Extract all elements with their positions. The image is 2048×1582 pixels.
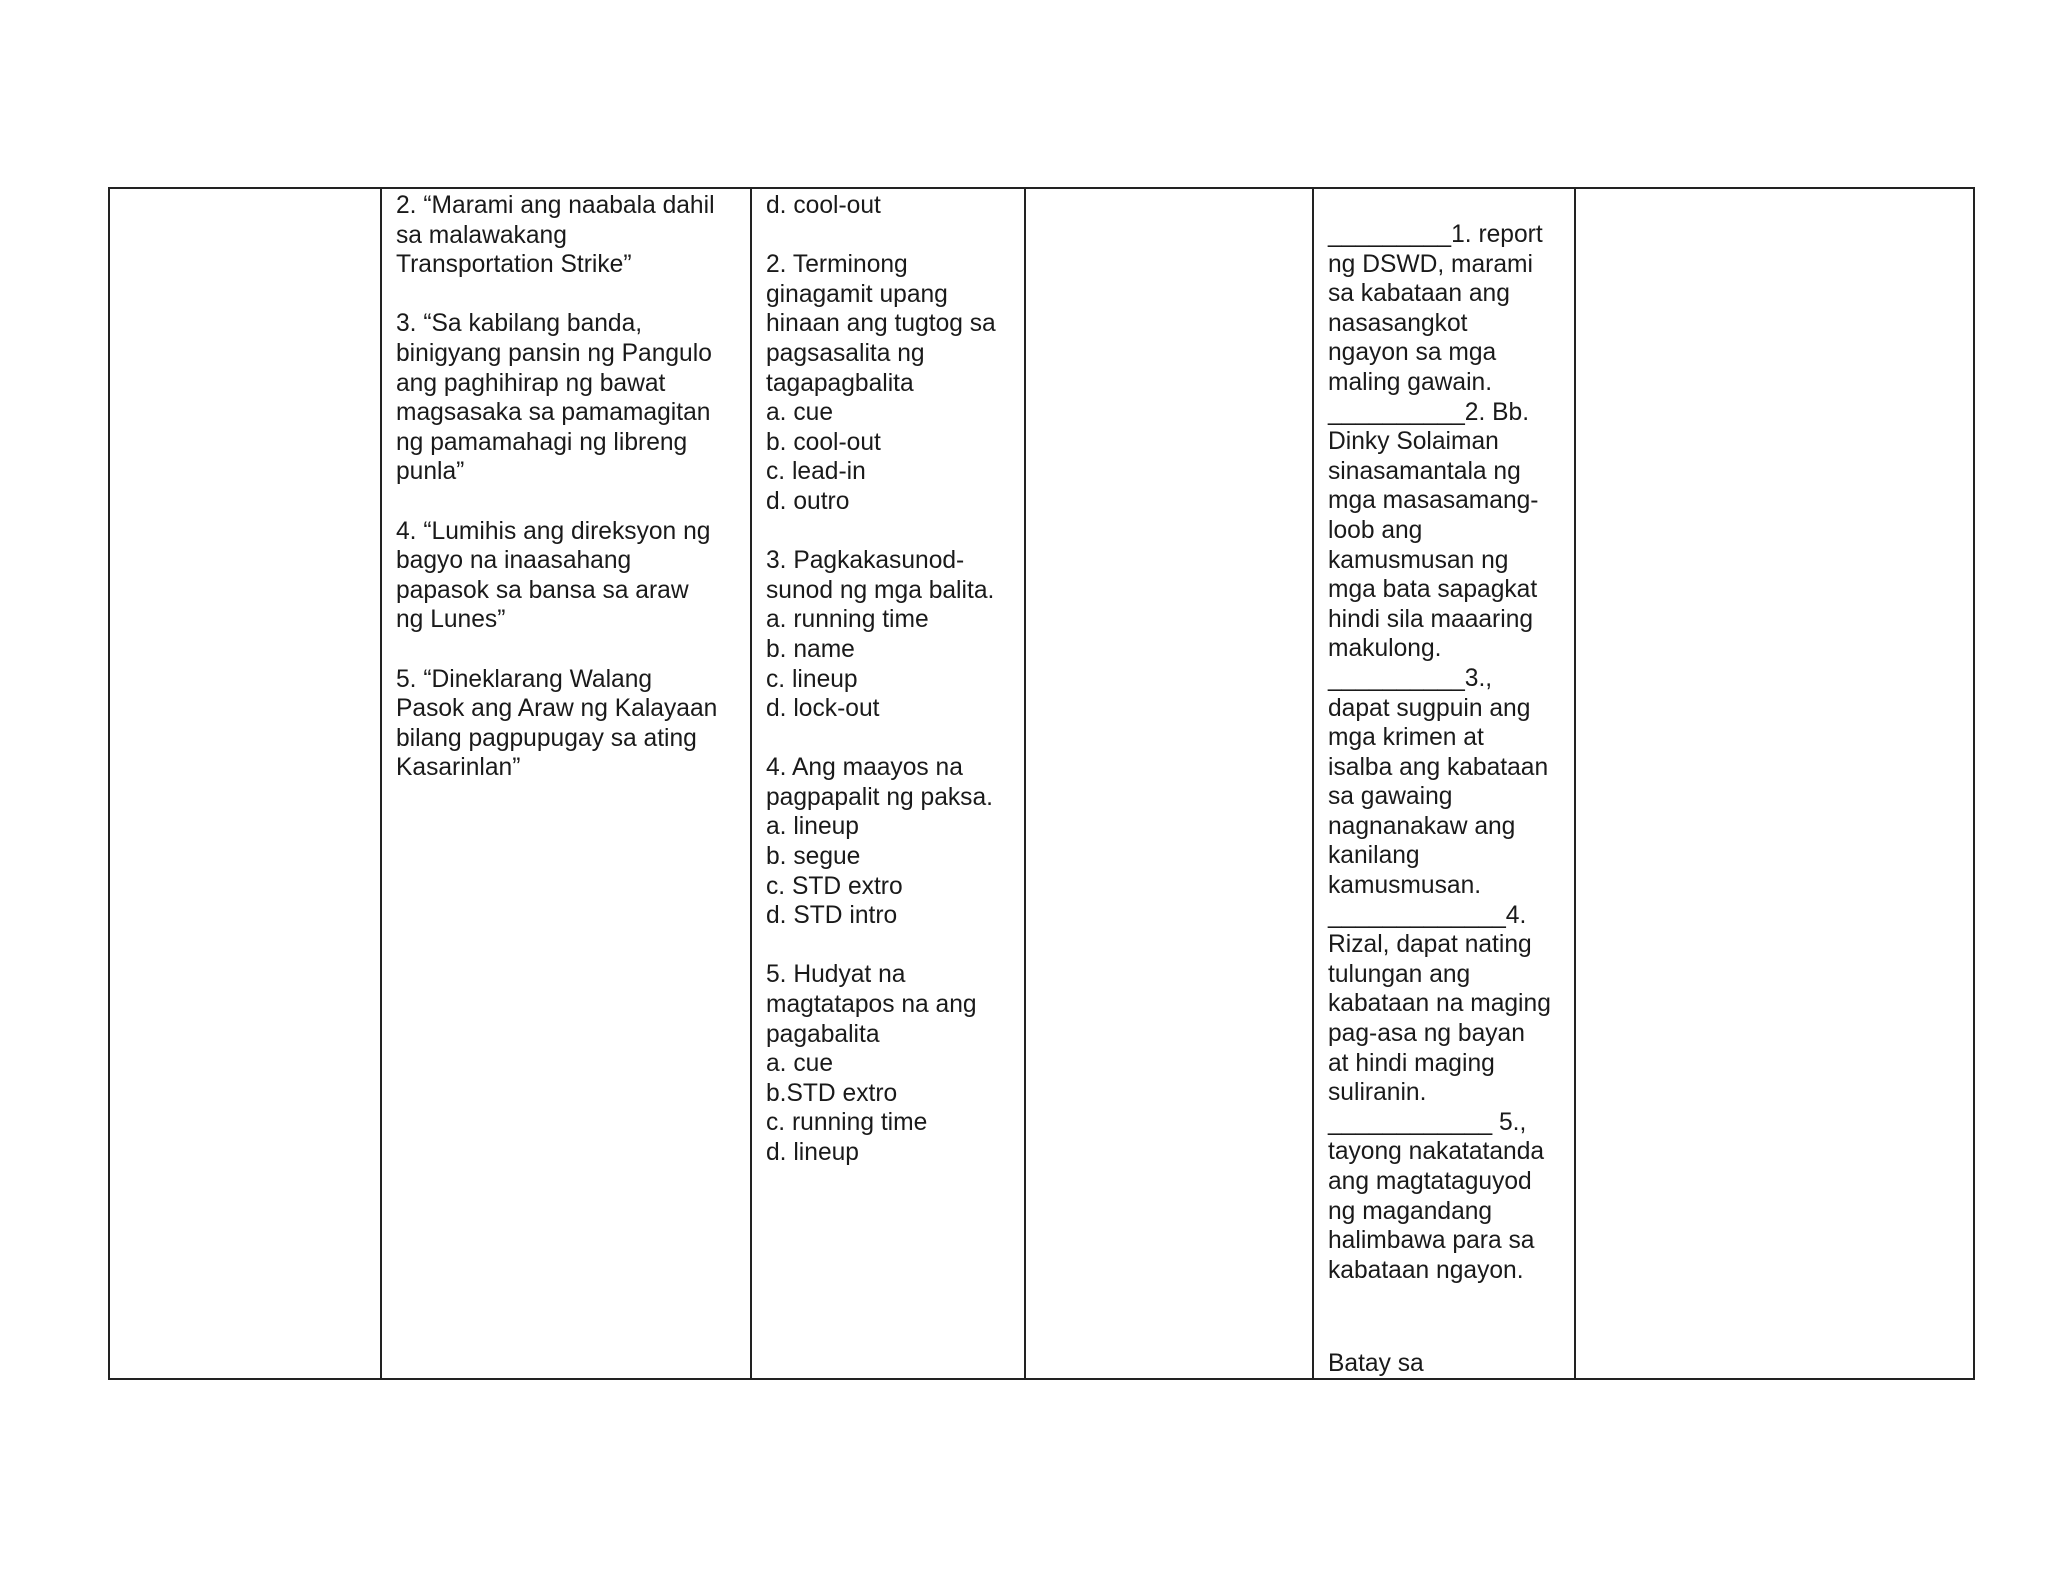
table-cell-headlines [382,189,752,1378]
quiz-question-2: 2. Terminong ginagamit upang hinaan ang tugtog sa pagsasalita ng tagapagbalita a. cue b. cool-out c. lead-in d. outro [766,251,996,515]
table-cell-empty-1 [110,189,382,1378]
fill-in-text: _________1. report ng DSWD, marami sa kabataan ang nasasangkot ngayon sa mga maling gawain. __________2. Bb. Dinky Solaiman sinasamantala ng mga masasamang- loob ang kamusmusan ng mga bata sapagkat hindi sila maaaring makulong. __________3., dapat sugpuin ang mga krimen at isalba ang kabataan sa gawaing nagnanakaw ang kanilang kamusmusan. _____________4. Rizal, dapat nating tulungan ang kabataan na maging pag-asa ng bayan at hindi maging suliranin. ____________ 5., tayong nakatatanda ang magtataguyod ng magandang halimbawa para sa kabataan ngayon. [1328,221,1551,1284]
quiz-question-4: 4. Ang maayos na pagpapalit ng paksa. a. lineup b. segue c. STD extro d. STD intro [766,754,993,930]
quiz-question-3: 3. Pagkakasunod- sunod ng mga balita. a. running time b. name c. lineup d. lock-out [766,547,995,723]
quiz-option-carryover: d. cool-out [766,192,881,219]
quiz-list [752,189,1024,1168]
headline-list [382,189,750,783]
table-cell-empty-6 [1576,189,1973,1378]
quiz-question-5: 5. Hudyat na magtatapos na ang pagabalita a. cue b.STD extro c. running time d. lineup [766,961,977,1166]
headline-item-3: 3. “Sa kabilang banda, binigyang pansin ng Pangulo ang paghihirap ng bawat magsasaka sa pamamagitan ng pamamahagi ng libreng punla” [396,310,712,486]
lesson-table [108,187,1975,1380]
table-cell-empty-4 [1026,189,1314,1378]
fill-in-footer: Batay sa [1328,1350,1424,1377]
table-cell-quiz [752,189,1026,1378]
headline-item-2: 2. “Marami ang naabala dahil sa malawakang Transportation Strike” [396,192,715,279]
headline-item-5: 5. “Dineklarang Walang Pasok ang Araw ng Kalayaan bilang pagpupugay sa ating Kasarinlan” [396,665,718,782]
table-cell-fill-in [1314,189,1576,1378]
fill-in-exercise [1314,189,1574,1285]
headline-item-4: 4. “Lumihis ang direksyon ng bagyo na inaasahang papasok sa bansa sa araw ng Lunes” [396,517,711,634]
